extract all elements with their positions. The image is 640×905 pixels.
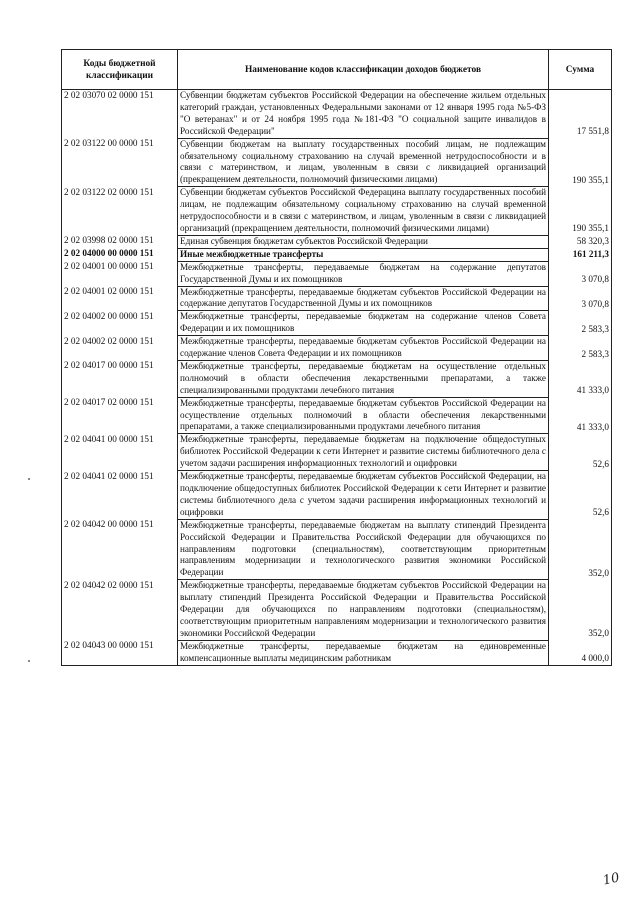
row-sum-cell: 52,6 — [549, 434, 612, 471]
table-row — [62, 90, 612, 139]
row-sum-cell: 41 333,0 — [549, 360, 612, 397]
row-code-cell: 2 02 04000 00 0000 151 — [62, 248, 178, 261]
table-row — [62, 311, 612, 336]
table-row — [62, 261, 612, 286]
table-header-row — [62, 50, 612, 90]
row-code-cell: 2 02 04041 02 0000 151 — [62, 471, 178, 520]
row-sum-cell: 3 070,8 — [549, 261, 612, 286]
table-row — [62, 580, 612, 641]
budget-revenue-table — [61, 49, 612, 666]
row-code-cell: 2 02 03122 00 0000 151 — [62, 138, 178, 187]
row-code-cell: 2 02 03122 02 0000 151 — [62, 187, 178, 236]
table-row — [62, 640, 612, 665]
row-sum-cell: 52,6 — [549, 471, 612, 520]
table-row — [62, 471, 612, 520]
scan-speck — [28, 478, 30, 480]
row-sum-cell: 190 355,1 — [549, 138, 612, 187]
table-body — [62, 90, 612, 666]
row-name-cell: Межбюджетные трансферты, передаваемые бюджетам на содержание депутатов Государственной Думы и их помощников — [178, 261, 549, 286]
row-name-cell: Межбюджетные трансферты, передаваемые бюджетам на выплату стипендий Президента Российской Федерации и Правительства Российской Федерации для обучающихся по направлениям подготовки (специальностям), соответствующим приоритетным направлениям модернизации и технологического развития экономики Российской Федерации — [178, 519, 549, 580]
row-code-cell: 2 02 04042 00 0000 151 — [62, 519, 178, 580]
row-sum-cell: 190 355,1 — [549, 187, 612, 236]
row-sum-cell: 41 333,0 — [549, 397, 612, 434]
row-name-cell: Межбюджетные трансферты, передаваемые бюджетам субъектов Российской Федерации, на подключение общедоступных библиотек Российской Федерации к сети Интернет и развитие системы библиотечного дела с учетом задачи расширения информационных технологий и оцифровки — [178, 471, 549, 520]
header-sum-column: Сумма — [549, 50, 612, 90]
table-row — [62, 360, 612, 397]
row-code-cell: 2 02 04041 00 0000 151 — [62, 434, 178, 471]
row-name-cell: Межбюджетные трансферты, передаваемые бюджетам субъектов Российской Федерации на содержание членов Совета Федерации и их помощников — [178, 336, 549, 361]
page-number: 10 — [602, 870, 622, 889]
row-sum-cell: 2 583,3 — [549, 311, 612, 336]
row-code-cell: 2 02 04002 00 0000 151 — [62, 311, 178, 336]
row-code-cell: 2 02 04002 02 0000 151 — [62, 336, 178, 361]
table-row — [62, 519, 612, 580]
row-name-cell: Межбюджетные трансферты, передаваемые бюджетам на осуществление отдельных полномочий в области обеспечения лекарственными препаратами, а также специализированными продуктами лечебного питания — [178, 360, 549, 397]
row-name-cell: Субвенции бюджетам субъектов Российской Федерации на обеспечение жильем отдельных категорий граждан, установленных Федеральными законами от 12 января 1995 года №5-ФЗ "О ветеранах" и от 24 ноября 1995 года №181-ФЗ "О социальной защите инвалидов в Российской Федерации" — [178, 90, 549, 139]
row-code-cell: 2 02 04017 02 0000 151 — [62, 397, 178, 434]
table-row — [62, 286, 612, 311]
header-name-column: Наименование кодов классификации доходов бюджетов — [178, 50, 549, 90]
row-name-cell: Субвенции бюджетам на выплату государственных пособий лицам, не подлежащим обязательному социальному страхованию на случай временной нетрудоспособности и в связи с материнством, и лицам, уволенным в связи с ликвидацией организаций (прекращением деятельности, полномочий физическими лицами) — [178, 138, 549, 187]
row-sum-cell: 352,0 — [549, 519, 612, 580]
row-code-cell: 2 02 04043 00 0000 151 — [62, 640, 178, 665]
row-name-cell: Единая субвенция бюджетам субъектов Российской Федерации — [178, 235, 549, 248]
row-name-cell: Межбюджетные трансферты, передаваемые бюджетам субъектов Российской Федерации на осуществление отдельных полномочий в области обеспечения лекарственными препаратами, а также специализированными продуктами лечебного питания — [178, 397, 549, 434]
row-name-cell: Межбюджетные трансферты, передаваемые бюджетам на единовременные компенсационные выплаты медицинским работникам — [178, 640, 549, 665]
row-sum-cell: 17 551,8 — [549, 90, 612, 139]
table-row — [62, 248, 612, 261]
row-code-cell: 2 02 03998 02 0000 151 — [62, 235, 178, 248]
row-name-cell: Межбюджетные трансферты, передаваемые бюджетам на содержание членов Совета Федерации и их помощников — [178, 311, 549, 336]
document-page — [61, 49, 611, 666]
row-name-cell: Межбюджетные трансферты, передаваемые бюджетам на подключение общедоступных библиотек Российской Федерации к сети Интернет и развитие системы библиотечного дела с учетом задачи расширения информационных технологий и оцифровки — [178, 434, 549, 471]
table-row — [62, 187, 612, 236]
scan-speck — [28, 660, 30, 662]
table-row — [62, 434, 612, 471]
table-row — [62, 336, 612, 361]
table-row — [62, 138, 612, 187]
row-name-cell: Субвенции бюджетам субъектов Российской Федерацина выплату государственных пособий лицам, не подлежащим обязательному социальному страхованию на случай временной нетрудоспособности и в связи с материнством, и лицам, уволенным в связи с ликвидацией организаций (прекращением деятельности, полномочий физическими лицами) — [178, 187, 549, 236]
row-sum-cell: 58 320,3 — [549, 235, 612, 248]
row-code-cell: 2 02 03070 02 0000 151 — [62, 90, 178, 139]
row-code-cell: 2 02 04001 02 0000 151 — [62, 286, 178, 311]
row-sum-cell: 4 000,0 — [549, 640, 612, 665]
row-name-cell: Межбюджетные трансферты, передаваемые бюджетам субъектов Российской Федерации на содержание депутатов Государственной Думы и их помощников — [178, 286, 549, 311]
row-code-cell: 2 02 04042 02 0000 151 — [62, 580, 178, 641]
row-sum-cell: 2 583,3 — [549, 336, 612, 361]
row-code-cell: 2 02 04001 00 0000 151 — [62, 261, 178, 286]
header-code-column: Коды бюджетной классификации — [62, 50, 178, 90]
row-sum-cell: 352,0 — [549, 580, 612, 641]
table-row — [62, 397, 612, 434]
row-sum-cell: 3 070,8 — [549, 286, 612, 311]
row-name-cell: Межбюджетные трансферты, передаваемые бюджетам субъектов Российской Федерации на выплату стипендий Президента Российской Федерации и Правительства Российской Федерации для обучающихся по направлениям подготовки (специальностям), соответствующим приоритетным направлениям модернизации и технологического развития экономики Российской Федерации — [178, 580, 549, 641]
table-row — [62, 235, 612, 248]
row-sum-cell: 161 211,3 — [549, 248, 612, 261]
row-code-cell: 2 02 04017 00 0000 151 — [62, 360, 178, 397]
row-name-cell: Иные межбюджетные трансферты — [178, 248, 549, 261]
